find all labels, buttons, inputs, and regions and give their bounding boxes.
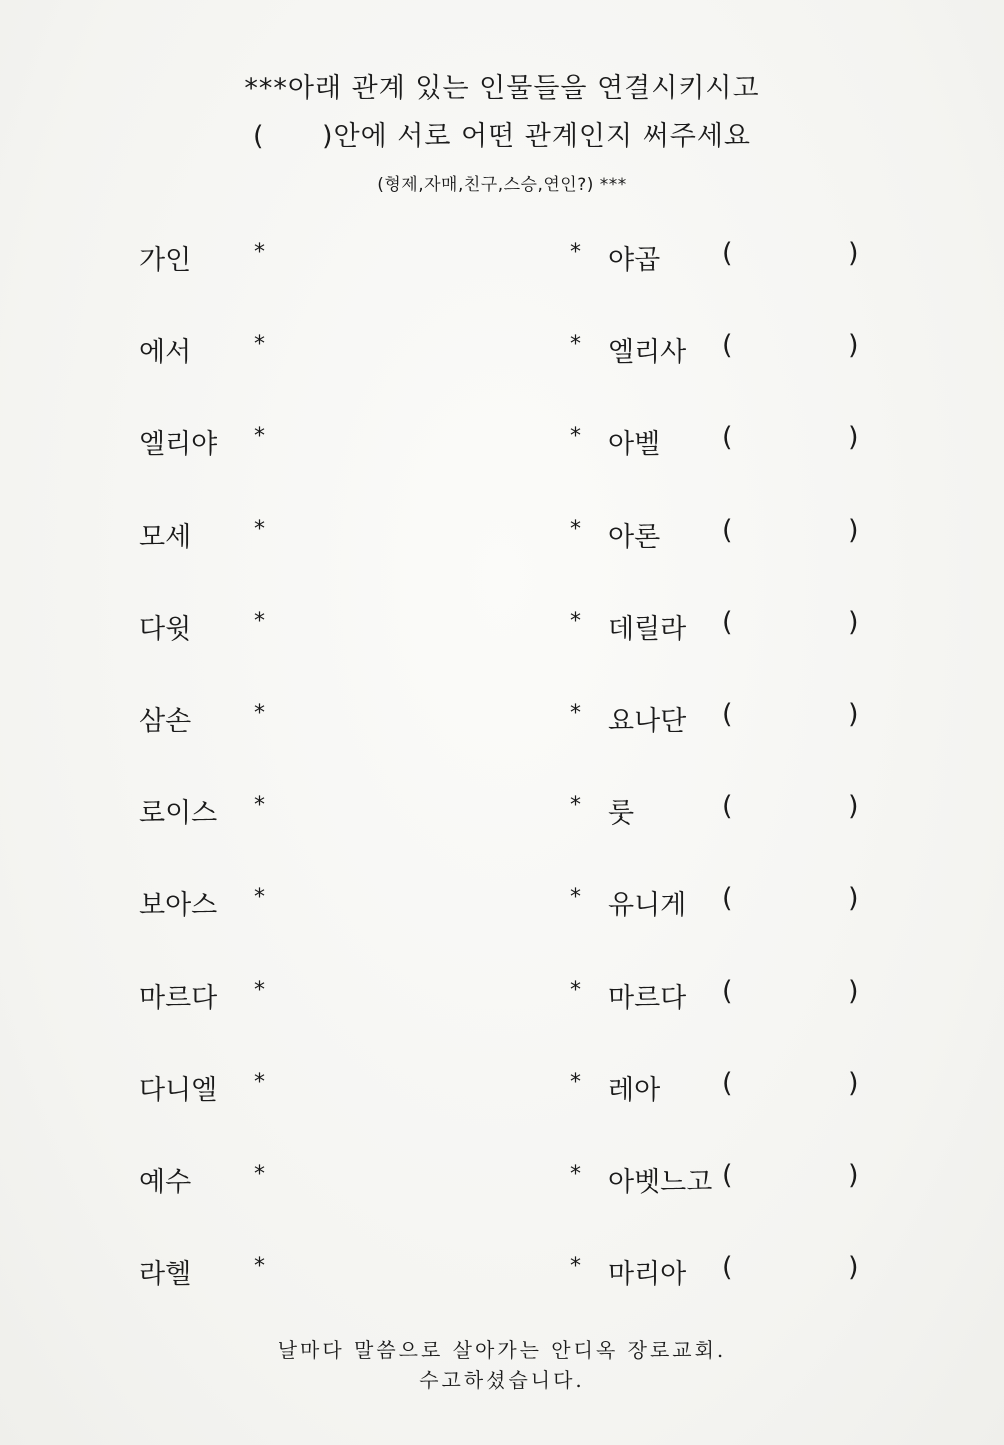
- left-connect-dot[interactable]: *: [254, 885, 265, 910]
- answer-paren-open: (: [722, 1160, 733, 1191]
- left-connect-dot[interactable]: *: [254, 424, 265, 449]
- right-person-name[interactable]: 아벨: [608, 429, 661, 460]
- right-person-name[interactable]: 유니게: [608, 890, 687, 921]
- answer-paren-open: (: [722, 1252, 733, 1283]
- left-person-name[interactable]: 라헬: [139, 1259, 192, 1290]
- answer-paren-close: ): [848, 883, 859, 914]
- instruction-line-1: ***아래 관계 있는 인물들을 연결시키시고: [244, 73, 760, 104]
- pair-row: [0, 791, 1004, 831]
- answer-paren-open: (: [722, 976, 733, 1007]
- answer-paren-open: (: [722, 791, 733, 822]
- right-connect-dot[interactable]: *: [570, 1254, 581, 1279]
- pair-row: [0, 422, 1004, 462]
- left-person-name[interactable]: 모세: [139, 522, 192, 553]
- pair-row: [0, 699, 1004, 739]
- left-connect-dot[interactable]: *: [254, 793, 265, 818]
- answer-paren-open: (: [722, 607, 733, 638]
- left-person-name[interactable]: 다윗: [139, 614, 192, 645]
- right-connect-dot[interactable]: *: [570, 885, 581, 910]
- right-person-name[interactable]: 야곱: [608, 245, 661, 276]
- pair-row: [0, 1068, 1004, 1108]
- pair-row: [0, 330, 1004, 370]
- pair-row: [0, 1160, 1004, 1200]
- left-person-name[interactable]: 다니엘: [139, 1075, 218, 1106]
- right-person-name[interactable]: 레아: [608, 1075, 661, 1106]
- left-connect-dot[interactable]: *: [254, 1162, 265, 1187]
- answer-paren-open: (: [722, 699, 733, 730]
- church-footer: 날마다 말씀으로 살아가는 안디옥 장로교회.: [277, 1338, 727, 1362]
- answer-paren-open: (: [722, 883, 733, 914]
- right-connect-dot[interactable]: *: [570, 517, 581, 542]
- right-person-name[interactable]: 엘리사: [608, 337, 687, 368]
- pair-row: [0, 515, 1004, 555]
- right-person-name[interactable]: 룻: [608, 798, 635, 829]
- left-person-name[interactable]: 보아스: [139, 890, 218, 921]
- answer-paren-close: ): [848, 607, 859, 638]
- left-person-name[interactable]: 로이스: [139, 798, 218, 829]
- right-connect-dot[interactable]: *: [570, 1070, 581, 1095]
- answer-paren-close: ): [848, 699, 859, 730]
- right-connect-dot[interactable]: *: [570, 701, 581, 726]
- right-person-name[interactable]: 마리아: [608, 1259, 687, 1290]
- right-connect-dot[interactable]: *: [570, 609, 581, 634]
- right-person-name[interactable]: 데릴라: [608, 614, 687, 645]
- left-connect-dot[interactable]: *: [254, 978, 265, 1003]
- answer-paren-open: (: [722, 422, 733, 453]
- answer-paren-close: ): [848, 238, 859, 269]
- left-connect-dot[interactable]: *: [254, 1070, 265, 1095]
- left-connect-dot[interactable]: *: [254, 517, 265, 542]
- pair-row: [0, 976, 1004, 1016]
- answer-paren-open: (: [722, 238, 733, 269]
- right-connect-dot[interactable]: *: [570, 424, 581, 449]
- answer-paren-open: (: [722, 515, 733, 546]
- left-connect-dot[interactable]: *: [254, 240, 265, 265]
- right-person-name[interactable]: 마르다: [608, 983, 687, 1014]
- left-connect-dot[interactable]: *: [254, 332, 265, 357]
- right-connect-dot[interactable]: *: [570, 240, 581, 265]
- pair-row: [0, 607, 1004, 647]
- answer-paren-close: ): [848, 791, 859, 822]
- answer-paren-close: ): [848, 422, 859, 453]
- left-person-name[interactable]: 엘리야: [139, 429, 218, 460]
- answer-paren-open: (: [722, 1068, 733, 1099]
- left-person-name[interactable]: 가인: [139, 245, 192, 276]
- pair-row: [0, 1252, 1004, 1292]
- right-connect-dot[interactable]: *: [570, 978, 581, 1003]
- thanks-footer: 수고하셨습니다.: [419, 1368, 585, 1392]
- answer-paren-close: ): [848, 1068, 859, 1099]
- relationship-hint: (형제,자매,친구,스승,연인?) ***: [377, 175, 627, 195]
- answer-paren-close: ): [848, 1160, 859, 1191]
- right-person-name[interactable]: 요나단: [608, 706, 687, 737]
- left-connect-dot[interactable]: *: [254, 609, 265, 634]
- left-connect-dot[interactable]: *: [254, 1254, 265, 1279]
- left-person-name[interactable]: 예수: [139, 1167, 192, 1198]
- answer-paren-close: ): [848, 976, 859, 1007]
- left-connect-dot[interactable]: *: [254, 701, 265, 726]
- left-person-name[interactable]: 삼손: [139, 706, 192, 737]
- right-connect-dot[interactable]: *: [570, 793, 581, 818]
- answer-paren-close: ): [848, 515, 859, 546]
- answer-paren-open: (: [722, 330, 733, 361]
- instruction-line-2: ( )안에 서로 어떤 관계인지 써주세요: [252, 121, 752, 152]
- pair-row: [0, 238, 1004, 278]
- answer-paren-close: ): [848, 1252, 859, 1283]
- left-person-name[interactable]: 마르다: [139, 983, 218, 1014]
- right-connect-dot[interactable]: *: [570, 1162, 581, 1187]
- right-person-name[interactable]: 아론: [608, 522, 661, 553]
- right-person-name[interactable]: 아벳느고: [608, 1167, 713, 1198]
- pair-row: [0, 883, 1004, 923]
- left-person-name[interactable]: 에서: [139, 337, 192, 368]
- right-connect-dot[interactable]: *: [570, 332, 581, 357]
- answer-paren-close: ): [848, 330, 859, 361]
